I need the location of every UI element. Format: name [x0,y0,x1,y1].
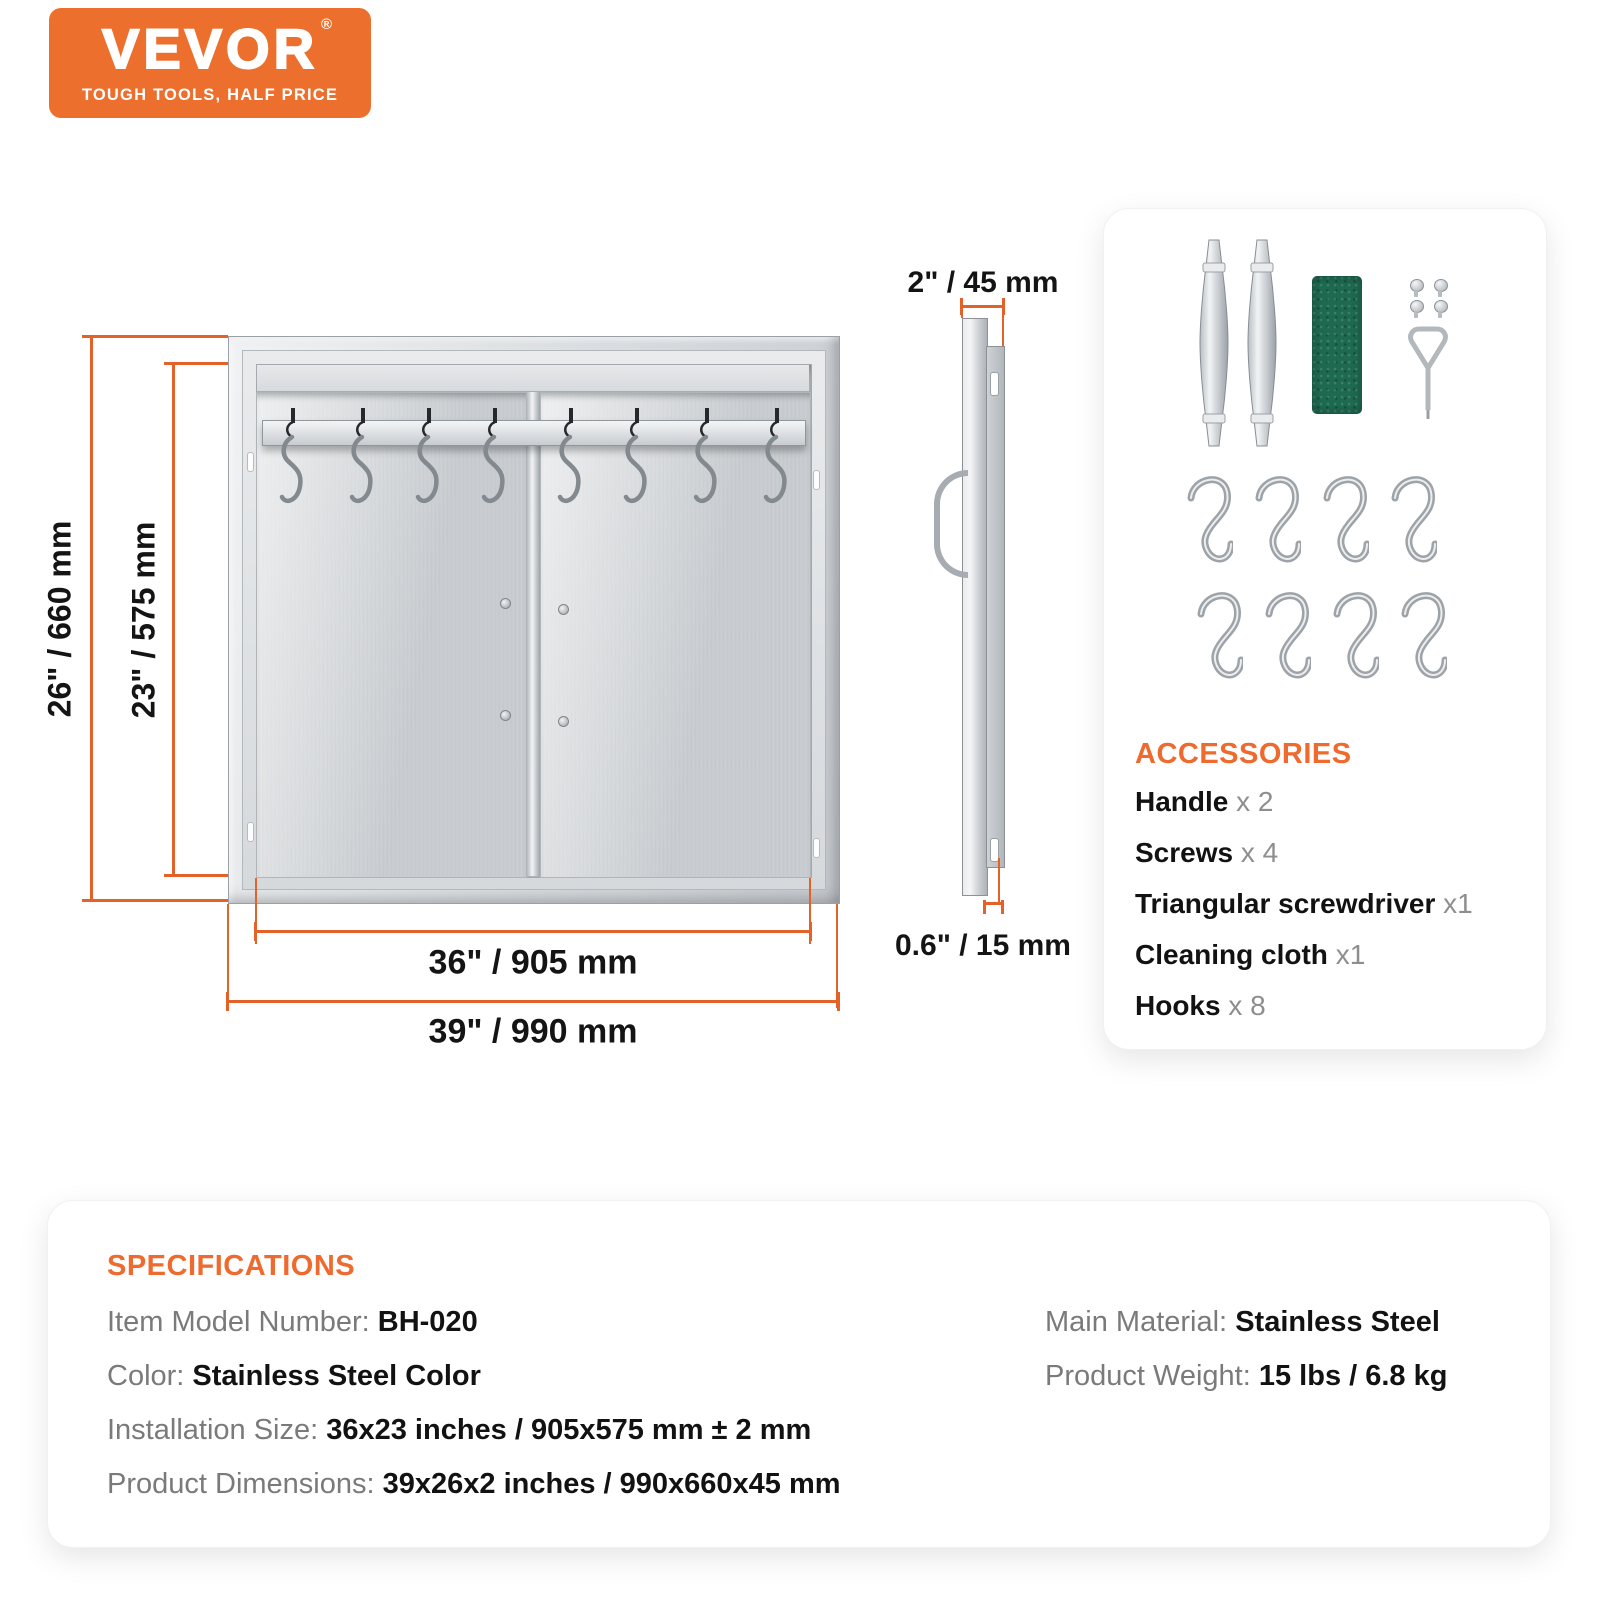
dim-cap [1001,900,1004,914]
accessory-item-screwdriver: Triangular screwdriver x1 [1135,888,1473,919]
accessories-heading: ACCESSORIES [1135,738,1352,770]
vevor-logo [49,8,371,118]
dim-label-depth: 2" / 45 mm [907,266,1059,299]
accessory-item-cloth: Cleaning cloth x1 [1135,939,1366,970]
dim-cap [837,992,840,1011]
screw-stem [1438,290,1442,297]
screw-stem [1414,311,1418,318]
rail-s-hook-icon [414,408,444,512]
side-view-handle-icon [934,470,968,578]
hook-rail [262,420,806,446]
s-hook-icon [1263,582,1311,688]
dim-line-inner-height [172,364,175,876]
dim-extension [998,858,1000,904]
dim-tick [82,335,228,338]
rail-s-hook-icon [622,408,652,512]
dim-label-inner-height: 23" / 575 mm [125,521,162,719]
door-top-band [257,365,809,392]
rivet-icon [558,716,569,727]
s-hook-icon [1185,466,1233,572]
dim-extension [961,308,963,318]
dim-line-outer-height [90,336,93,902]
rail-s-hook-icon [556,408,586,512]
vevor-tagline: TOUGH TOOLS, HALF PRICE [81,86,339,104]
triangular-screwdriver-icon [1404,322,1452,422]
side-view-flange [986,346,1005,868]
dim-label-inner-width: 36" / 905 mm [428,943,638,982]
dim-label-outer-height: 26" / 660 mm [41,520,78,718]
dim-label-outer-width: 39" / 990 mm [428,1012,638,1051]
rail-s-hook-icon [762,408,792,512]
registered-mark-icon: ® [320,16,337,33]
mounting-slot-icon [247,452,254,472]
spec-installation-size: Installation Size: 36x23 inches / 905x575 mm ± 2 mm [107,1414,812,1446]
dim-tick [82,899,228,902]
spec-item-model-number: Item Model Number: BH-020 [107,1306,478,1338]
spec-product-weight: Product Weight: 15 lbs / 6.8 kg [1045,1360,1448,1392]
dim-label-thickness: 0.6" / 15 mm [895,929,1071,962]
accessory-item-screws: Screws x 4 [1135,837,1279,868]
vevor-logo-text: VEVOR ® [101,16,337,80]
s-hook-icon [1253,466,1301,572]
rivet-icon [500,598,511,609]
dim-cap [809,922,812,941]
spec-color: Color: Stainless Steel Color [107,1360,481,1392]
door-side-view [962,318,988,896]
mounting-slot-icon [813,838,820,858]
s-hook-icon [1321,466,1369,572]
spec-product-dimensions: Product Dimensions: 39x26x2 inches / 990x660x45 mm [107,1468,841,1500]
screw-stem [1438,311,1442,318]
dim-line-outer-width [228,1000,838,1003]
mounting-slot-icon [990,372,999,396]
dim-cap [254,922,257,941]
handle-icon [1196,236,1232,450]
rivet-icon [558,604,569,615]
spec-main-material: Main Material: Stainless Steel [1045,1306,1440,1338]
dim-extension [1002,308,1004,346]
rail-s-hook-icon [278,408,308,512]
dim-tick [164,362,228,365]
dim-line-inner-width [256,930,812,933]
rail-s-hook-icon [348,408,378,512]
dim-cap [983,900,986,914]
s-hook-icon [1389,466,1437,572]
rail-s-hook-icon [480,408,510,512]
dim-line-depth [961,305,1005,308]
mounting-slot-icon [247,822,254,842]
handle-icon [1244,236,1280,450]
s-hook-icon [1331,582,1379,688]
screw-stem [1414,290,1418,297]
mounting-slot-icon [813,470,820,490]
dim-cap [226,992,229,1011]
s-hook-icon [1195,582,1243,688]
accessory-item-handle: Handle x 2 [1135,786,1274,817]
s-hook-icon [1399,582,1447,688]
rivet-icon [500,710,511,721]
specifications-heading: SPECIFICATIONS [107,1250,356,1282]
cleaning-cloth-icon [1312,276,1362,414]
dim-tick [164,874,228,877]
accessory-item-hooks: Hooks x 8 [1135,990,1266,1021]
door-center-divider [526,392,540,876]
rail-s-hook-icon [692,408,722,512]
